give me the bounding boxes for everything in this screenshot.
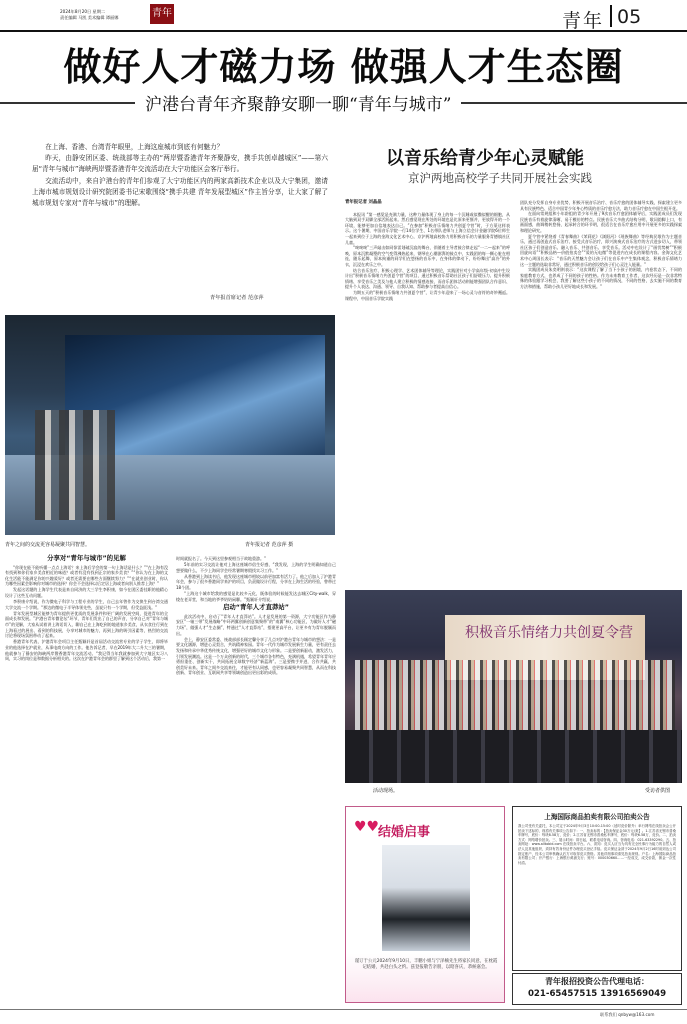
article-column-left — [5, 556, 168, 662]
auction-notice — [512, 806, 682, 971]
lead-paragraph: 交流活动中，来自沪港台的青年们参观了大宁功能区内的两家高新技术企业以及大宁集团，邀请上海市城市规划设计研究院团委书记宋歌围绕“携手共建 青年发展型城区”作主旨分享，让大家了解了城市规划专家对“青年与城市”的理解。 — [32, 176, 328, 208]
reporter-byline: 青年报记者 刘晶晶 — [345, 200, 382, 205]
body-paragraph: 结合音乐治疗、积极心理学、艺术团体辅导等理论，实践团针对小学高年级-初高中生设计出“积极音乐情绪力共创夏令营”的项目，通过积极音乐帮助社区孩子们舒缓压力、提升积极情绪、享受音乐之美及与他人建立积极的情感连接，而音乐团体活动则能增强团队合作意识、提升个人表达、沟通、领导、自我认知、帮助参与者提高自信心。 — [345, 267, 510, 290]
page-number-divider — [610, 5, 612, 27]
body-paragraph: 5年前的实习交流让他对上海这座城市倍生好感，“我发现，上海的学生明确知道自己想要做什么，不少上海同学会经常暑期寒假找实习工作。” — [176, 562, 336, 573]
photo-caption: 青年之间的交流更容易凝聚共同智慧。 — [5, 542, 91, 548]
body-paragraph: 青年发展型城区能够为青年提供更优质的发展条件和更广阔的发展空间，促进青年的全面成长和发展。”沪港台青年微论坛“环节，青年们发出了自己的声音，分享自己对“青年与城市”的见解，大家从试着讲上海话切入，聊自己在上海吃到的地道家乡美食，从衣食住行到在上海看过的展出、看到的科技展，分享对城市的魅力，再到上海的吸引因素等，热烈的交流讨论将现场氛围带动了起来。 — [5, 610, 168, 639]
concert-group-photo — [345, 590, 682, 783]
right-article-column-2 — [520, 200, 682, 290]
section-heading: 启动“青年人才直莽站” — [223, 603, 289, 612]
right-article-column-1 — [345, 200, 510, 301]
lead-paragraph: 在上海、香港、台湾青年眼里，上海这座城市到底有何魅力？ — [45, 143, 224, 151]
body-paragraph: 此次活动中，启动了“青年人才直莽站”。人才是发展的第一资源，大宁功能区作为静安区“一轴三带”发展战略“中环两翼创新创意集聚带”的“南翼”核心功能区，为做好人才“磁力场”，做强人才“生态圈”，特通过“人才直莽站”，搭建更高平台，让更多有为青年脱颖而出。 — [176, 613, 336, 636]
stage-banner-text: 积极音乐情绪力共创夏令营 — [465, 625, 633, 641]
body-paragraph: “你现在能不能听懂一点点上海话？来上海后学会的第一句上海话是什么？”“在上海有没有找到和你们家乡美食相近的味道？或者有没有找到正宗的家乡美食？”“你认为在上海的文化生活能不能满足你的兴趣爱好？或者还需要在哪些方面继续努力？”“在就业创业时，你认为哪些因素会影响你对城市的选择？你会不会选择以后定居上海或者向别人推荐上海？” — [5, 564, 168, 587]
wedding-text: 谨订于公元2024年9月10日，丰鹏小姐与宁泽楠先生将家长同意，在枕霞记结婚，共赴白头之约。兹登报敬告亲朋，以昭喜庆，恭候嘉会。 — [354, 959, 498, 971]
ad-title: 青年报招投资公告代理电话： — [545, 977, 649, 986]
headline: 做好人才磁力场 做强人才生态圈 — [63, 45, 624, 89]
body-paragraph: 实践团成员朱奕明则表示：“这次课程了解了当下小孩子的困境，内卷状态下，不同的家庭教育方式，也养成了不同的孩子的性格。作为未来教育工作者，这次经历是一次非常特殊的体验跟学习机会，我要了解这些小孩子的不同的情况，不同的性格，去实施不同的教育方法和措施，帮助小孩儿更好地成长和发展。” — [520, 267, 682, 289]
page-number: 05 — [617, 6, 642, 28]
photo-visitors — [35, 410, 115, 520]
photo-crowd — [355, 660, 675, 730]
ad-agency-box — [512, 973, 682, 1005]
photo-caption: 活动现场。 — [373, 788, 399, 794]
wedding-announcement — [345, 806, 505, 1003]
notice-title: 上海国际商品拍卖有限公司拍卖公告 — [544, 813, 650, 821]
hearts-icon: ♥♥ — [354, 819, 380, 835]
body-paragraph: 从香港到上海读书后，他发现这座城市相较以前更加富有活力了。他之后加入了沪港青年会，参与了很多香港同学来沪的项目，负责做设计行程，分享在上海生活的经验，曾带过18个团。 — [176, 573, 336, 590]
body-paragraph: 为期五天的“积极音乐情绪力共创夏令营”，让青少年迎来了一场心灵与音符的奇妙邂逅。课程中，中国音乐学院实践 — [345, 289, 510, 301]
footer-rule — [0, 1009, 687, 1010]
ad-phone-numbers: 021-65457515 13916569049 — [527, 989, 667, 999]
date-line: 2024年8月20日 星期二 — [60, 9, 106, 14]
exhibition-hall-photo — [5, 315, 335, 535]
body-paragraph: 发起这话题的上海学生代表是来自同济的大三学生李积康，如今在团区委挂职的他精心设计了这些互动问题。 — [5, 587, 168, 599]
section-heading: 分享对“青年与城市”的见解 — [47, 554, 126, 562]
body-paragraph: “咚咚咚”三声敲击如同惊雷划破沉寂的舞台，伴随着主导者鼓合律走起“一二—起来”的呼唤，原本沉默凝塑的空气变得沸热起来，钢琴在心潮澎湃的鼓点中，实践团的每一颗心脏在相连，随乐起舞，原本拘谨的同学们在悠扬的音乐中，在身体的律动下，纷纷舞出“高冷”的外衣，沉浸在欢乐之中。 — [345, 245, 510, 267]
body-paragraph: 在面向常规组和小年龄组的青少年开展了9次音乐疗愈团体辅导后，实践团成员们发现民族音乐有着旋律清晰、易于模仿的特点。民族音乐大多曲式结构分明，歌词韵脚上口，有画面感，曲调稍转悠扬，起承转合的环节明，很适合在音乐疗愈应用中开展更多的实践探索和理论研究。 — [520, 211, 682, 233]
body-paragraph: 会上，静安区委常委、统战部部长顾定馨分享了几点对沪港台青年与城市的想法：一是要文化涵源，增进心灵契合，共筑精神家园。青年一代作为城市发展新生力量，更有责任去发扬和传承中华优秀传统文化，增强更好的城市文化与形象。二是要创新驱动，激发活力，引领发展潮流。这是一个万众创新的时代，三个城市各有特色，充满机遇，希望青年青年应勇担重任、创新实干，共同拓展全球数字经济“新蓝海”。三是要携手并进，合作共赢，共创美好未来。青年之间多交流来往，才能更有认同感，也更容易凝聚共同智慧，从而在科技创新、青年创业、互联网共享等领域创造出更出彩的成绩。 — [176, 636, 336, 676]
lead-paragraph: 昨天，由静安团区委、统战部等主办的“两岸暨香港青年齐聚静安，携手共创卓越城区”——第六届“青年与城市”海峡两岸暨香港青年交流活动在大宁功能区会客厅举行。 — [32, 154, 328, 174]
body-paragraph: 本报讯 “第一感觉是充满力量，这种力量体现了身上的每一个沉睡或似撒似醒的细胞，从大脑到双手双脚全部活跃起来。然后感觉现在所处的环境也是比原来更惬并，更放得开的一个环境，能够更加自信地表达自己。”在参加“积极音乐情绪力共创夏令营”时，于方莱这样表示。这个暑期，中国音乐学院一行14位学生、1名带队老师与上海立信会计金融学院6位师生一起来到位于上海的金海文化艺术中心，京沪两地高校协力用积极音乐的力量服务青德镇社区儿童。 — [345, 211, 510, 245]
body-paragraph: 香港青年代表、沪港青年会项目主任甄颖轩是首届活动交流营专业的学子学生，即将毕业的他选择在沪就业，从事电商方向的工作。他告诉记者，早在2019年大二升大三的暑期，他就参与了静安的海峡两岸暨香港青年交流活动。“我记得当年我就参加到大宁地区实习八周，实习的岗位是和数据分析相关的。这次在沪港青年会的群里了解到这个活动后，我第一 — [5, 639, 168, 662]
body-paragraph: 团队充分发挥自身专业优势，积极开展音乐治疗、音乐疗愈的团体辅导实践，探索建立更多具有民族特色、适合中国青少年身心特质的音乐疗愈方法，助力音乐疗愈在中国生根开花。 — [520, 200, 682, 211]
photo-credit: 青年报记者 范彦萍 摄 — [245, 542, 294, 548]
section-title: 青年 — [562, 10, 605, 32]
body-paragraph: 夏令营中紧绕着《青春舞曲》《茉莉花》《浏阳河》《瑶族舞曲》等经典民歌作为主题音乐，通过再创造式音乐治疗、接受式音乐治疗，即兴演奏式音乐治疗的方式进步切入，带领社区孩子们创造音乐、融入音乐、共创音乐、享受音乐。活动中也设计了“画忧势树”“积极回旋向语”“积极品格—价值拍卖会”“爱的无电微”等促进内在成长的课程内容。金海文化艺术中心周国长表示：“音乐的天然魅力会让孩子们在音乐中产生集体观念，积极音乐情绪力这一主题的选取非常好，通过积极音乐的创设给孩子们心灵注入能量。” — [520, 233, 682, 267]
photo-credit: 受访者供图 — [645, 788, 671, 794]
right-article-title: 以音乐给青少年心灵赋能 — [386, 148, 584, 169]
subheadline: 沪港台青年齐聚静安聊一聊“青年与城市” — [135, 90, 461, 115]
couple-photo — [382, 845, 470, 951]
editors-line: 责任编辑 马凯 美术编辑 谭丽娜 — [60, 15, 119, 20]
wedding-title: 结婚启事 — [378, 825, 431, 840]
body-paragraph: 李积康介绍说，作为微电子科学与工程专业的学生，自己去年曾作为交换生到台湾交通大学交流一个学期。“那边的微电子半导体领先些，虽说只有一个学期，但受益匪浅。” — [5, 599, 168, 610]
lead-article — [32, 142, 328, 209]
notice-body: 我公司受有关委托，本公司定于2024年9月3日10:00-15:00（延时竞价除外）举行网络在线拍卖会公开拍卖下述标的，现将有关事项公告如下：一、拍卖标的：【拍卖保证金30万元/套】。1.江苏省无锡市普桑车牌号，底价：每块8.58万，竞价；2.江苏省无锡市普桑私车牌号，底价：每块6.58万，竞价。二、拍卖方式：网络增价拍卖。三、展示时间：即日起，联系电话咨询。四、咨询电话：021-63392290。五、拍卖网址：www.alltobid.com 在线拍卖平台。六、须知：竞买人应当为具有完全民事行为能力的自然人或法人及其他组织，须持有效身份证件办理竞买登记手续。竞买保证金须于2024年9月2日16时前到达公司指定账户，经本公司审核确认后方可取得竞买资格。其他详细事项请见拍卖规则。户名：上海国际商品拍卖有限公司；开户银行：上海银行黄浦支行；账号：000030660……一经成交，成交价款，佣金一次性付清。 — [518, 824, 676, 865]
lead-byline: 青年报首席记者 范彦萍 — [210, 295, 264, 301]
body-paragraph: 时间就报名了。今天到这里参观相当于故地重游。” — [176, 556, 267, 561]
footer-contact: 联系我们 qnbyw@163.com — [600, 1012, 655, 1017]
body-paragraph: “上海这个城市给我的感觉是比较多元化，既体验的时候能发达去城区City-walk，穿梭在老弄堂，和当地的爷爷奶奶闲聊。”甄颖轩介绍说。 — [176, 591, 336, 602]
right-article-subtitle: 京沪两地高校学子共同开展社会实践 — [408, 171, 592, 185]
newspaper-logo: 青年 — [150, 4, 174, 24]
photo-seats — [345, 730, 682, 783]
article-column-middle — [176, 556, 336, 676]
